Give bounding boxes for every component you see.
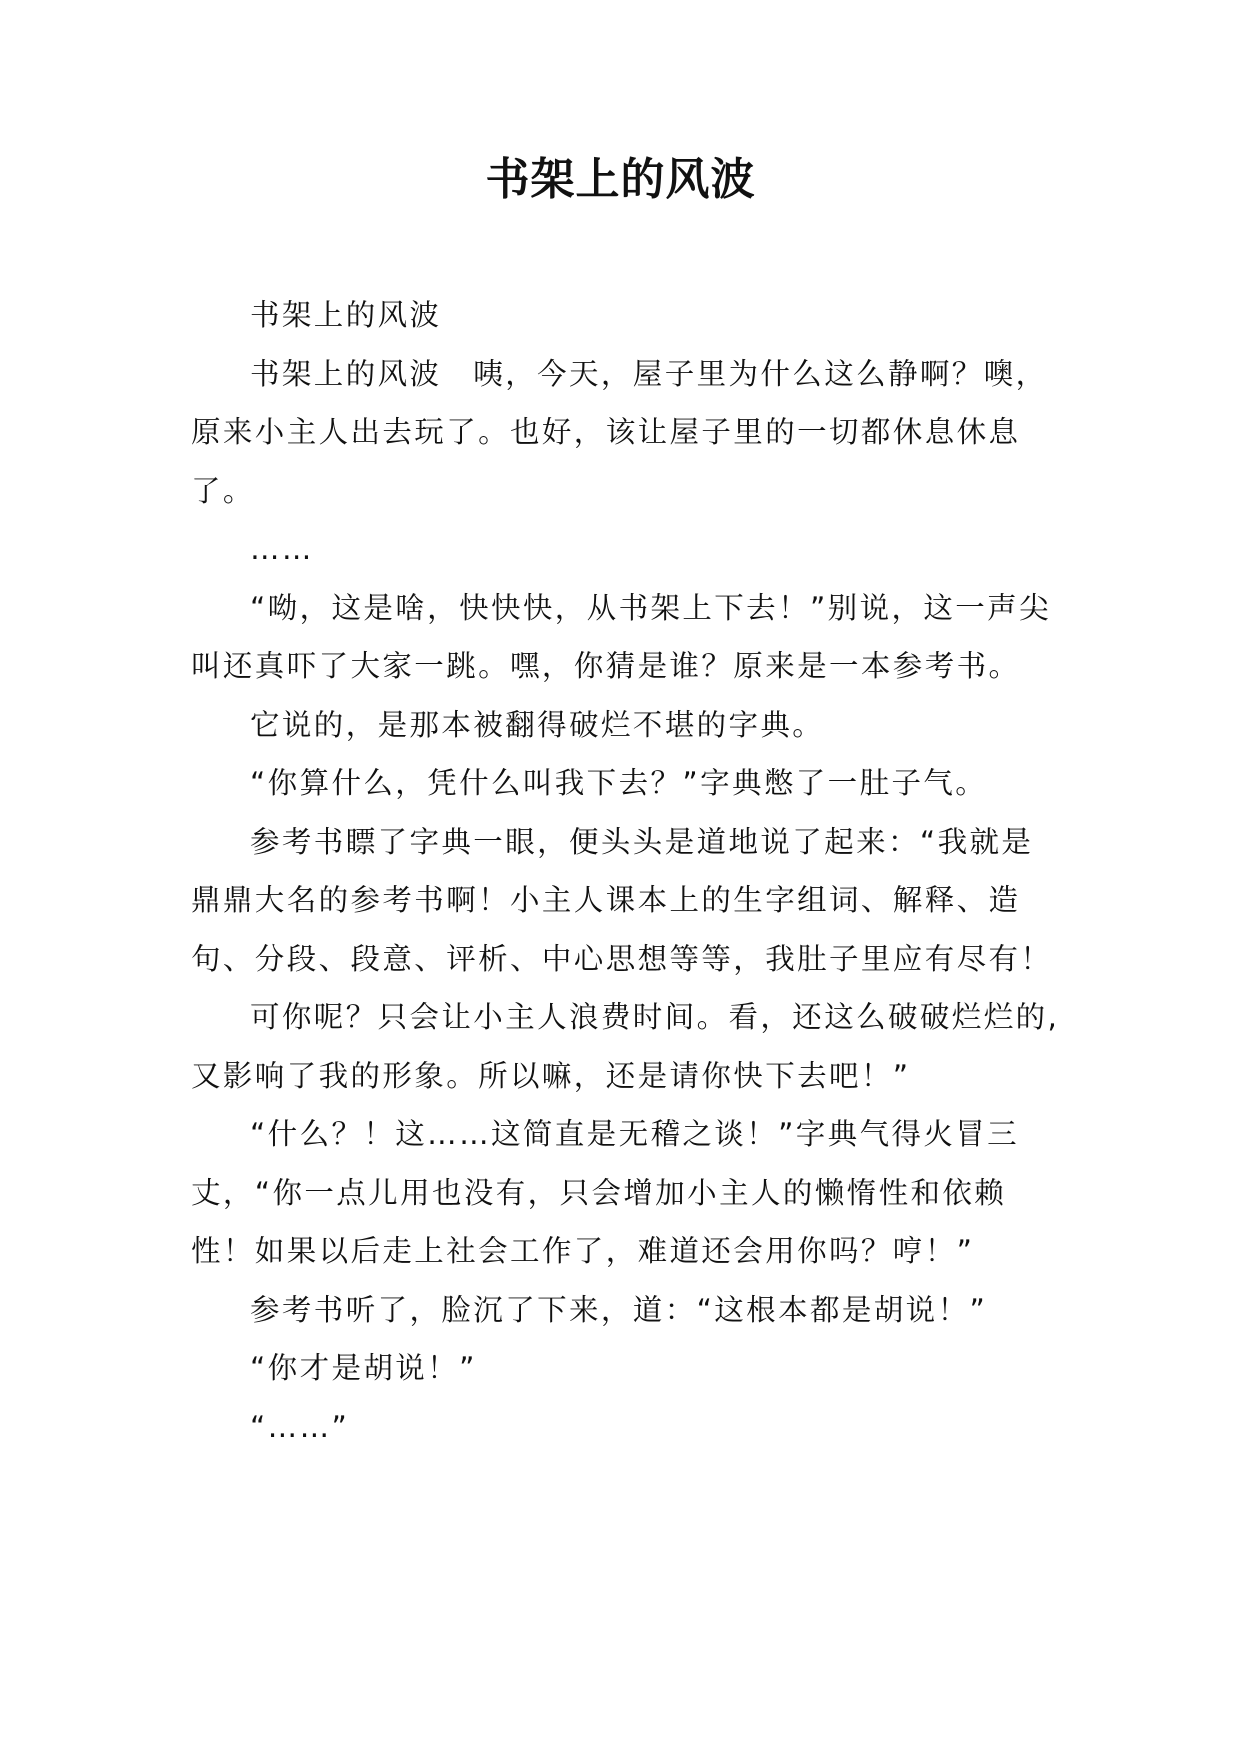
paragraph: “你算什么，凭什么叫我下去？”字典憋了一肚子气。 — [250, 766, 988, 800]
paragraph: “什么？！这……这简直是无稽之谈！”字典气得火冒三丈，“你一点儿用也没有，只会增加小主人的懒惰性和依赖性！如果以后走上社会工作了，难道还会用你吗？哼！” — [191, 1117, 1020, 1268]
paragraph: 参考书听了，脸沉了下来，道：“这根本都是胡说！” — [250, 1292, 988, 1327]
document-title: 书架上的风波 — [485, 154, 756, 205]
paragraph: “……” — [250, 1409, 350, 1444]
paragraph: 书架上的风波 咦，今天，屋子里为什么这么静啊？噢，原来小主人出去玩了。也好，该让屋子里的一切都休息休息了。 — [191, 356, 1048, 508]
paragraph: 参考书瞟了字典一眼，便头头是道地说了起来：“我就是鼎鼎大名的参考书啊！小主人课本上的生字组词、解释、造句、分段、段意、评析、中心思想等等，我肚子里应有尽有！ — [191, 824, 1053, 976]
document-body — [191, 286, 1063, 1456]
paragraph: 可你呢？只会让小主人浪费时间。看，还这么破破烂烂的,又影响了我的形象。所以嘛，还是请你快下去吧！” — [191, 1000, 1060, 1093]
paragraph: 书架上的风波 — [250, 298, 442, 332]
paragraph: “你才是胡说！” — [250, 1351, 477, 1385]
paragraph: 它说的，是那本被翻得破烂不堪的字典。 — [250, 707, 825, 742]
paragraph: …… — [250, 532, 314, 566]
paragraph: “呦，这是啥，快快快，从书架上下去！”别说，这一声尖叫还真吓了大家一跳。嘿，你猜是谁？原来是一本参考书。 — [191, 590, 1051, 683]
